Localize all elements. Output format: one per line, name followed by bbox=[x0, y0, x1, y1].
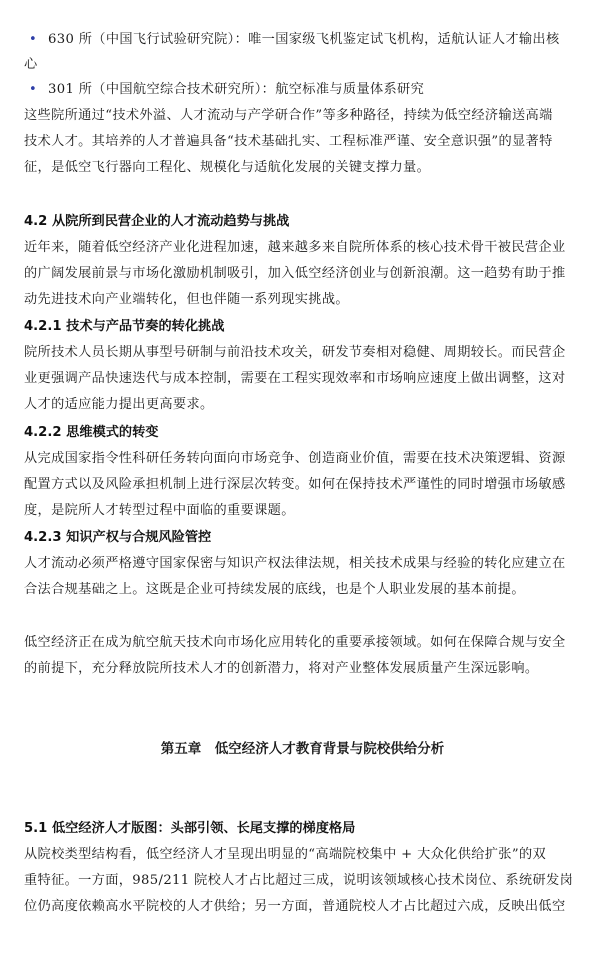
paragraph-line: 这些院所通过“技术外溢、人才流动与产学研合作”等多种路径，持续为低空经济输送高端 bbox=[24, 108, 553, 123]
paragraph-line: 合法合规基础之上。这既是企业可持续发展的底线，也是个人职业发展的基本前提。 bbox=[24, 582, 525, 597]
bullet-marker: • bbox=[29, 32, 37, 47]
paragraph-line: 从院校类型结构看，低空经济人才呈现出明显的“高端院校集中 + 大众化供给扩张”的双 bbox=[24, 847, 547, 862]
bullet-line: 心 bbox=[24, 57, 38, 72]
section-heading: 4.2 从院所到民营企业的人才流动趋势与挑战 bbox=[24, 214, 290, 229]
paragraph-line: 近年来，随着低空经济产业化进程加速，越来越多来自院所体系的核心技术骨干被民营企业 bbox=[24, 240, 566, 255]
paragraph-line: 度，是院所人才转型过程中面临的重要课题。 bbox=[24, 503, 295, 518]
bullet-marker: • bbox=[29, 82, 37, 97]
paragraph-line: 的广阔发展前景与市场化激励机制吸引，加入低空经济创业与创新浪潮。这一趋势有助于推 bbox=[24, 266, 566, 281]
paragraph-line: 动先进技术向产业端转化，但也伴随一系列现实挑战。 bbox=[24, 292, 349, 307]
paragraph-line: 低空经济正在成为航空航天技术向市场化应用转化的重要承接领域。如何在保障合规与安全 bbox=[24, 635, 566, 650]
paragraph-line: 征，是低空飞行器向工程化、规模化与适航化发展的关键支撑力量。 bbox=[24, 160, 431, 175]
paragraph-line: 配置方式以及风险承担机制上进行深层次转变。如何在保持技术严谨性的同时增强市场敏感 bbox=[24, 477, 566, 492]
paragraph-line: 人才的适应能力提出更高要求。 bbox=[24, 397, 214, 412]
bullet-line: 630 所（中国飞行试验研究院）：唯一国家级飞机鉴定试飞机构，适航认证人才输出核 bbox=[48, 32, 560, 47]
paragraph-line: 位仍高度依赖高水平院校的人才供给；另一方面，普通院校人才占比超过六成，反映出低空 bbox=[24, 899, 566, 914]
subsection-heading: 4.2.2 思维模式的转变 bbox=[24, 425, 159, 440]
paragraph-line: 人才流动必须严格遵守国家保密与知识产权法律法规，相关技术成果与经验的转化应建立在 bbox=[24, 556, 566, 571]
subsection-heading: 4.2.1 技术与产品节奏的转化挑战 bbox=[24, 319, 225, 334]
paragraph-line: 从完成国家指令性科研任务转向面向市场竞争、创造商业价值，需要在技术决策逻辑、资源 bbox=[24, 451, 566, 466]
subsection-heading: 4.2.3 知识产权与合规风险管控 bbox=[24, 530, 212, 545]
paragraph-line: 技术人才。其培养的人才普遍具备“技术基础扎实、工程标准严谨、安全意识强”的显著特 bbox=[24, 134, 553, 149]
chapter-title: 第五章 低空经济人才教育背景与院校供给分析 bbox=[160, 741, 445, 757]
paragraph-line: 业更强调产品快速迭代与成本控制，需要在工程实现效率和市场响应速度上做出调整，这对 bbox=[24, 371, 566, 386]
paragraph-line: 重特征。一方面，985/211 院校人才占比超过三成，说明该领域核心技术岗位、系统研发岗 bbox=[24, 873, 574, 888]
paragraph-line: 的前提下，充分释放院所技术人才的创新潜力，将对产业整体发展质量产生深远影响。 bbox=[24, 661, 539, 676]
bullet-line: 301 所（中国航空综合技术研究所）：航空标准与质量体系研究 bbox=[48, 82, 425, 97]
paragraph-line: 院所技术人员长期从事型号研制与前沿技术攻关，研发节奏相对稳健、周期较长。而民营企 bbox=[24, 345, 566, 360]
section-heading: 5.1 低空经济人才版图：头部引领、长尾支撑的梯度格局 bbox=[24, 821, 356, 836]
